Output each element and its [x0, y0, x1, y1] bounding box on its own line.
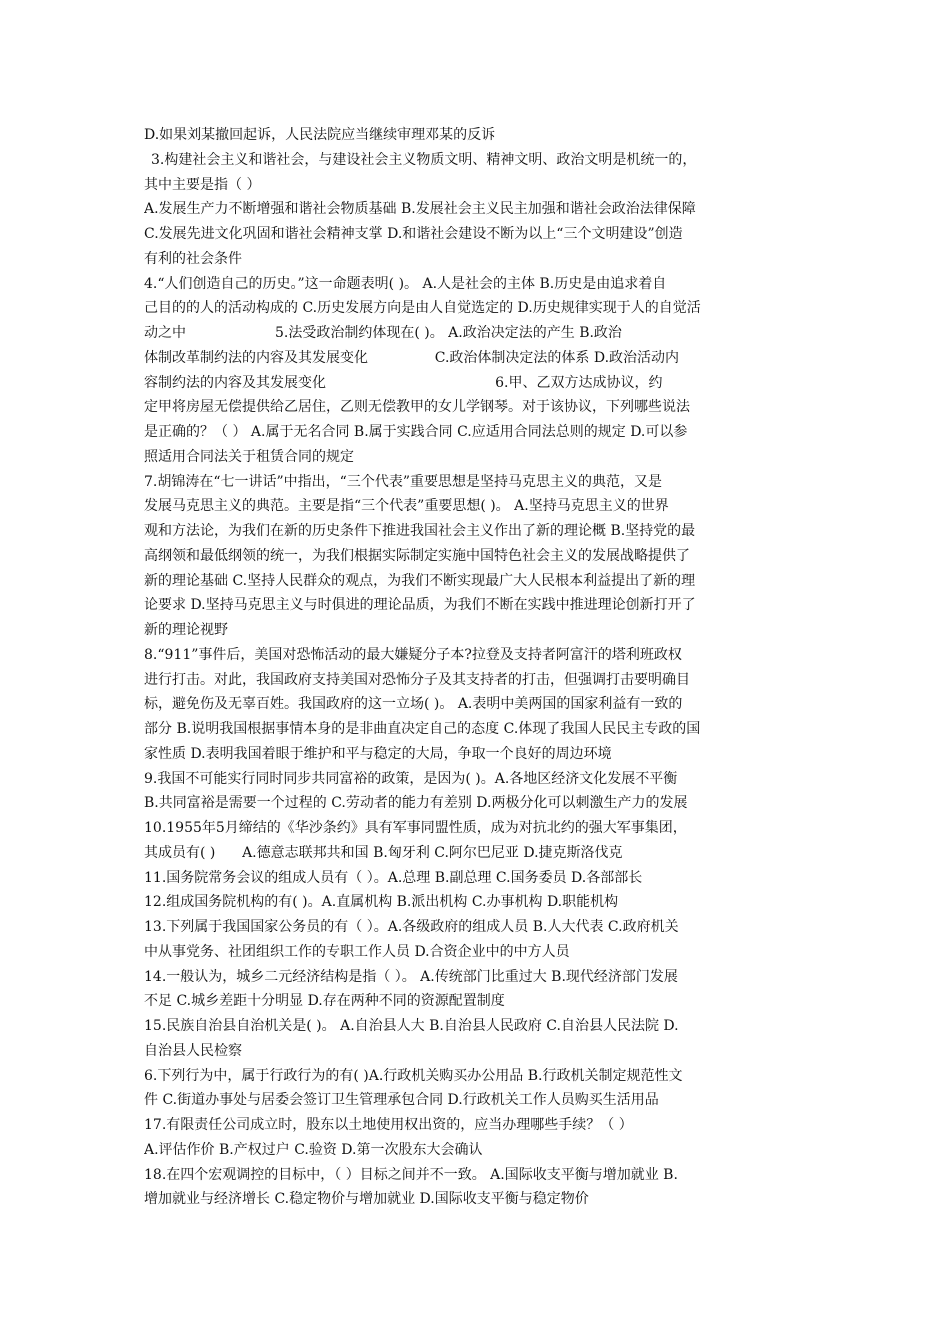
text-line-28: B.共同富裕是需要一个过程的 C.劳动者的能力有差别 D.两极分化可以刺激生产力的发展: [144, 795, 688, 812]
text-line-23: 进行打击。对此，我国政府支持美国对恐怖分子及其支持者的打击，但强调打击要明确目: [144, 671, 690, 688]
text-line-20: 论要求 D.坚持马克思主义与时俱进的理论品质，为我们不断在实践中推进理论创新打开了: [144, 597, 696, 614]
text-line-7: 4.“人们创造自己的历史。”这一命题表明( )。 A.人是社会的主体 B.历史是由追求着自: [144, 275, 667, 292]
text-line-36: 不足 C.城乡差距十分明显 D.存在两种不同的资源配置制度: [144, 993, 505, 1010]
text-line-38: 自治县人民检察: [144, 1042, 242, 1059]
text-line-12: 定甲将房屋无偿提供给乙居住，乙则无偿教甲的女儿学钢琴。对于该协议，下列哪些说法: [144, 399, 690, 416]
text-line-30: 其成员有( ) A.德意志联邦共和国 B.匈牙利 C.阿尔巴尼亚 D.捷克斯洛伐克: [144, 844, 623, 861]
text-line-8: 己目的的人的活动构成的 C.历史发展方向是由人自觉选定的 D.历史规律实现于人的自觉活: [144, 300, 701, 317]
text-line-33: 13.下列属于我国国家公务员的有（ ）。A.各级政府的组成人员 B.人大代表 C.政府机关: [144, 919, 679, 935]
text-line-14: 照适用合同法关于租赁合同的规定: [144, 448, 354, 465]
text-line-13: 是正确的？（ ） A.属于无名合同 B.属于实践合同 C.应适用合同法总则的规定 D.可以参: [144, 424, 688, 440]
text-line-43: 18.在四个宏观调控的目标中，（ ）目标之间并不一致。 A.国际收支平衡与增加就业 B.: [144, 1166, 678, 1183]
text-line-26: 家性质 D.表明我国着眼于维护和平与稳定的大局，争取一个良好的周边环境: [144, 745, 612, 762]
text-line-5: C.发展先进文化巩固和谐社会精神支掌 D.和谐社会建设不断为以上“三个文明建设”创造: [144, 226, 683, 242]
text-line-19: 新的理论基础 C.坚持人民群众的观点，为我们不断实现最广大人民根本利益提出了新的理: [144, 572, 696, 589]
text-line-4: A.发展生产力不断增强和谐社会物质基础 B.发展社会主义民主加强和谐社会政治法律保障: [144, 201, 696, 218]
text-line-10: 体制改革制约法的内容及其发展变化 C.政治体制决定法的体系 D.政治活动内: [144, 349, 680, 366]
text-line-29: 10.1955年5月缔结的《华沙条约》具有军事同盟性质，成为对抗北约的强大军事集团，: [144, 820, 687, 836]
text-line-41: 17.有限责任公司成立时，股东以土地使用权出资的，应当办理哪些手续？（ ）: [144, 1117, 633, 1133]
text-line-42: A.评估作价 B.产权过户 C.验资 D.第一次股东大会确认: [144, 1141, 483, 1158]
text-line-22: 8.“911”事件后，美国对恐怖活动的最大嫌疑分子本?拉登及支持者阿富汗的塔利班政权: [144, 646, 682, 663]
text-line-2: 3.构建社会主义和谐社会，与建设社会主义物质文明、精神文明、政治文明是机统一的，: [151, 151, 697, 168]
text-line-35: 14.一般认为，城乡二元经济结构是指（ ）。 A.传统部门比重过大 B.现代经济部门发展: [144, 968, 678, 985]
text-line-21: 新的理论视野: [144, 622, 228, 638]
text-line-11: 容制约法的内容及其发展变化 6.甲、乙双方达成协议，约: [144, 374, 663, 391]
text-line-1: D.如果刘某撤回起诉，人民法院应当继续审理邓某的反诉: [144, 127, 496, 143]
text-line-31: 11.国务院常务会议的组成人员有（ ）。A.总理 B.副总理 C.国务委员 D.各部部长: [144, 869, 643, 886]
text-line-15: 7.胡锦涛在“七一讲话”中指出，“三个代表”重要思想是坚持马克思主义的典范，又是: [144, 473, 662, 490]
document-page: [144, 123, 806, 1212]
text-line-18: 高纲领和最低纲领的统一，为我们根据实际制定实施中国特色社会主义的发展战略提供了: [144, 547, 690, 564]
text-line-16: 发展马克思主义的典范。主要是指“三个代表”重要思想( )。 A.坚持马克思主义的世界: [144, 498, 669, 515]
text-line-27: 9.我国不可能实行同时同步共同富裕的政策，是因为( )。A.各地区经济文化发展不平衡: [144, 770, 678, 787]
text-line-44: 增加就业与经济增长 C.稳定物价与增加就业 D.国际收支平衡与稳定物价: [144, 1191, 589, 1208]
text-line-17: 观和方法论，为我们在新的历史条件下推进我国社会主义作出了新的理论概 B.坚持党的最: [144, 523, 696, 539]
text-line-39: 6.下列行为中，属于行政行为的有( )A.行政机关购买办公用品 B.行政机关制定规范性文: [144, 1067, 683, 1084]
text-line-37: 15.民族自治县自治机关是( )。 A.自治县人大 B.自治县人民政府 C.自治县人民法院 D.: [144, 1018, 679, 1034]
text-line-25: 部分 B.说明我国根据事情本身的是非曲直决定自己的态度 C.体现了我国人民民主专政的国: [144, 721, 701, 737]
text-line-40: 件 C.街道办事处与居委会签订卫生管理承包合同 D.行政机关工作人员购买生活用品: [144, 1092, 659, 1109]
text-line-32: 12.组成国务院机构的有( )。A.直属机构 B.派出机构 C.办事机构 D.职能机构: [144, 894, 619, 911]
text-line-9: 动之中 5.法受政治制约体现在( )。 A.政治决定法的产生 B.政治: [144, 325, 622, 341]
text-line-34: 中从事党务、社团组织工作的专职工作人员 D.合资企业中的中方人员: [144, 943, 570, 960]
text-line-6: 有利的社会条件: [144, 250, 242, 267]
text-line-3: 其中主要是指（ ）: [144, 176, 261, 193]
text-line-24: 标，避免伤及无辜百姓。我国政府的这一立场( )。 A.表明中美两国的国家利益有一致的: [144, 696, 683, 713]
